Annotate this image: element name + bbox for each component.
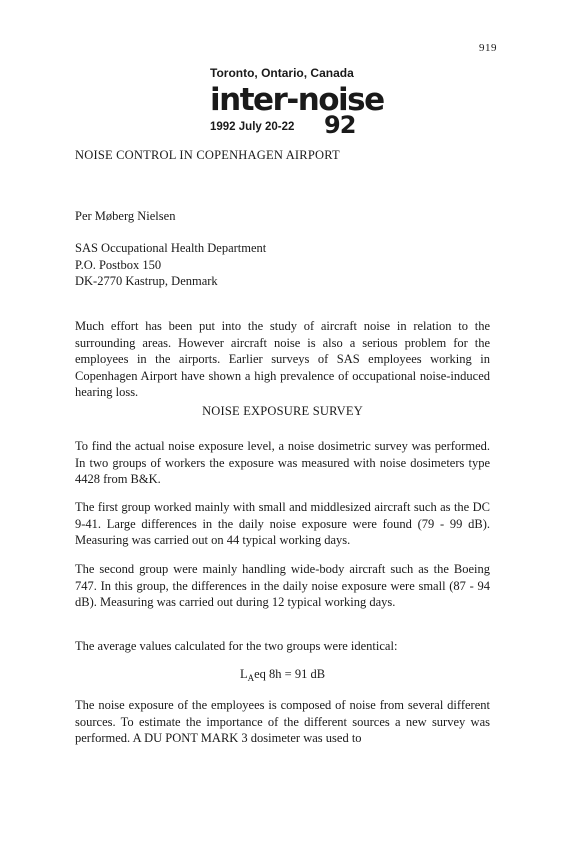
section-heading: NOISE EXPOSURE SURVEY [202, 404, 363, 418]
equation-subscript: A [247, 673, 255, 683]
author-affiliation [75, 240, 266, 290]
affiliation-line: DK-2770 Kastrup, Denmark [75, 274, 218, 288]
body-paragraph: The average values calculated for the two groups were identical: [75, 639, 398, 653]
equation [75, 666, 490, 684]
body-paragraph: The noise exposure of the employees is composed of noise from several different sources. To estimate the importance of the different sources a new survey was performed. A DU PONT MARK 3 dosimeter was used to [75, 698, 490, 745]
conference-dates: 1992 July 20-22 [210, 121, 295, 133]
author-name: Per Møberg Nielsen [75, 209, 176, 223]
conference-location: Toronto, Ontario, Canada [210, 66, 354, 80]
body-paragraph: To find the actual noise exposure level, a noise dosimetric survey was performed. In two groups of workers the exposure was measured with noise dosimeters type 4428 from B&K. [75, 439, 490, 486]
body-paragraph: Much effort has been put into the study of aircraft noise in relation to the surrounding areas. However aircraft noise is also a serious problem for the employees in the airports. Earlier surveys of SAS employees working in Copenhagen Airport have shown a high prevalence of occupational noise-induced hearing loss. [75, 319, 490, 399]
body-paragraph: The first group worked mainly with small and middlesized aircraft such as the DC 9-41. Large differences in the daily noise exposure were found (79 - 99 dB). Measuring was carried out on 44 typical working days. [75, 500, 490, 547]
paper-title: NOISE CONTROL IN COPENHAGEN AIRPORT [75, 148, 340, 162]
equation-rest: eq 8h = 91 dB [254, 667, 326, 681]
affiliation-line: SAS Occupational Health Department [75, 241, 267, 255]
affiliation-line: P.O. Postbox 150 [75, 257, 162, 272]
equation-symbol: L [239, 667, 248, 681]
conference-year: 92 [324, 111, 356, 139]
body-paragraph: The second group were mainly handling wide-body aircraft such as the Boeing 747. In this group, the differences in the daily noise exposure were small (87 - 94 dB). Measuring was carried out during 12 typical working days. [75, 562, 490, 609]
conference-logo: inter-noise [210, 82, 384, 118]
page-number: 919 [479, 42, 497, 54]
